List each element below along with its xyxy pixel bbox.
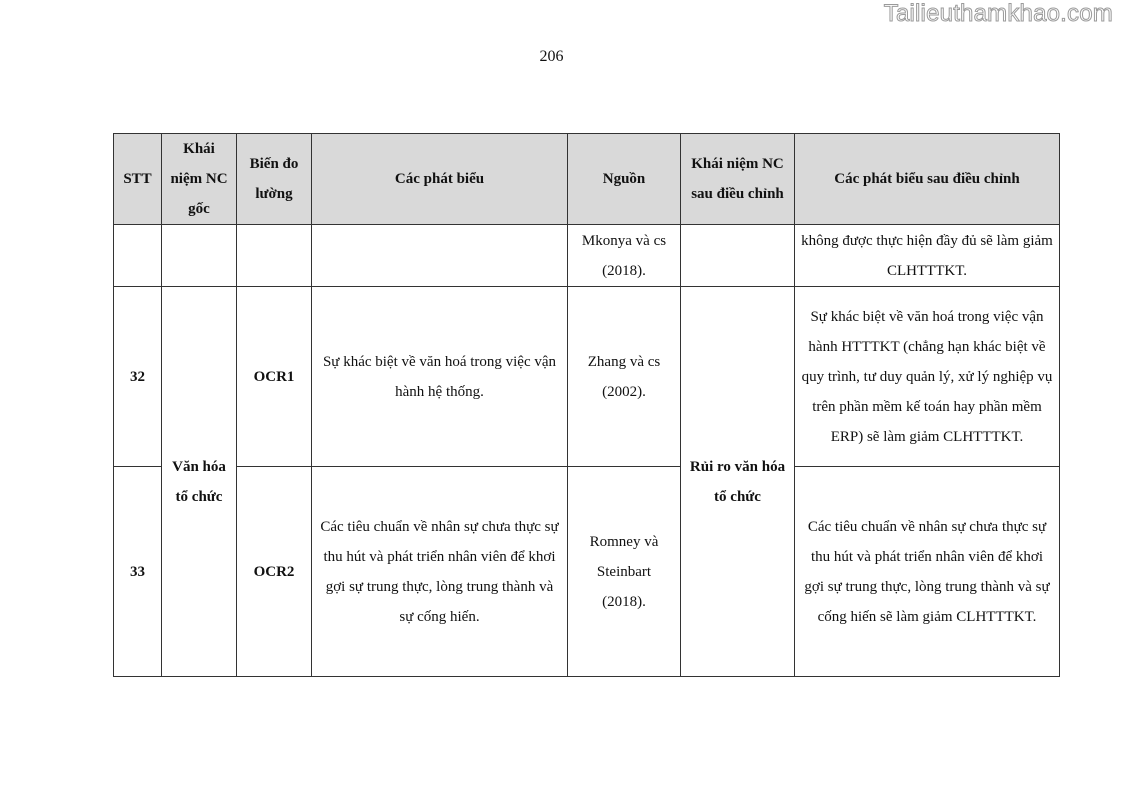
cell-adjusted-statement: Các tiêu chuẩn về nhân sự chưa thực sự thu hút và phát triển nhân viên để khơi gợi sự trung thực, lòng trung thành và sự cống hiến sẽ làm giảm CLHTTTKT. bbox=[795, 467, 1060, 677]
cell-adjusted-statement: không được thực hiện đầy đủ sẽ làm giảm CLHTTTKT. bbox=[795, 225, 1060, 287]
table-row bbox=[114, 467, 1060, 677]
watermark: Tailieuthamkhao.com bbox=[883, 0, 1113, 27]
cell-empty bbox=[237, 225, 312, 287]
cell-empty bbox=[162, 225, 237, 287]
cell-stt: 33 bbox=[114, 467, 162, 677]
cell-variable: OCR2 bbox=[237, 467, 312, 677]
cell-source: Romney và Steinbart (2018). bbox=[568, 467, 681, 677]
header-adjusted-statements: Các phát biểu sau điều chỉnh bbox=[795, 134, 1060, 225]
cell-empty bbox=[681, 225, 795, 287]
cell-empty bbox=[114, 225, 162, 287]
table-header-row bbox=[114, 134, 1060, 225]
cell-original-concept: Văn hóa tổ chức bbox=[162, 287, 237, 677]
cell-source: Zhang và cs (2002). bbox=[568, 287, 681, 467]
cell-statement: Các tiêu chuẩn về nhân sự chưa thực sự thu hút và phát triển nhân viên để khơi gợi sự trung thực, lòng trung thành và sự cống hiến. bbox=[312, 467, 568, 677]
cell-statement: Sự khác biệt về văn hoá trong việc vận hành hệ thống. bbox=[312, 287, 568, 467]
header-adjusted-concept: Khái niệm NC sau điều chỉnh bbox=[681, 134, 795, 225]
header-statements: Các phát biểu bbox=[312, 134, 568, 225]
cell-stt: 32 bbox=[114, 287, 162, 467]
header-source: Nguồn bbox=[568, 134, 681, 225]
cell-source: Mkonya và cs (2018). bbox=[568, 225, 681, 287]
header-original-concept: Khái niệm NC gốc bbox=[162, 134, 237, 225]
table-row-continuation bbox=[114, 225, 1060, 287]
research-variables-table bbox=[113, 133, 1060, 677]
cell-adjusted-concept: Rủi ro văn hóa tổ chức bbox=[681, 287, 795, 677]
page-number: 206 bbox=[539, 48, 564, 65]
table-row bbox=[114, 287, 1060, 467]
cell-empty bbox=[312, 225, 568, 287]
header-stt: STT bbox=[114, 134, 162, 225]
header-measurement-variable: Biến đo lường bbox=[237, 134, 312, 225]
cell-adjusted-statement: Sự khác biệt về văn hoá trong việc vận hành HTTTKT (chẳng hạn khác biệt về quy trình, tư duy quản lý, xử lý nghiệp vụ trên phần mềm kế toán hay phần mềm ERP) sẽ làm giảm CLHTTTKT. bbox=[795, 287, 1060, 467]
cell-variable: OCR1 bbox=[237, 287, 312, 467]
